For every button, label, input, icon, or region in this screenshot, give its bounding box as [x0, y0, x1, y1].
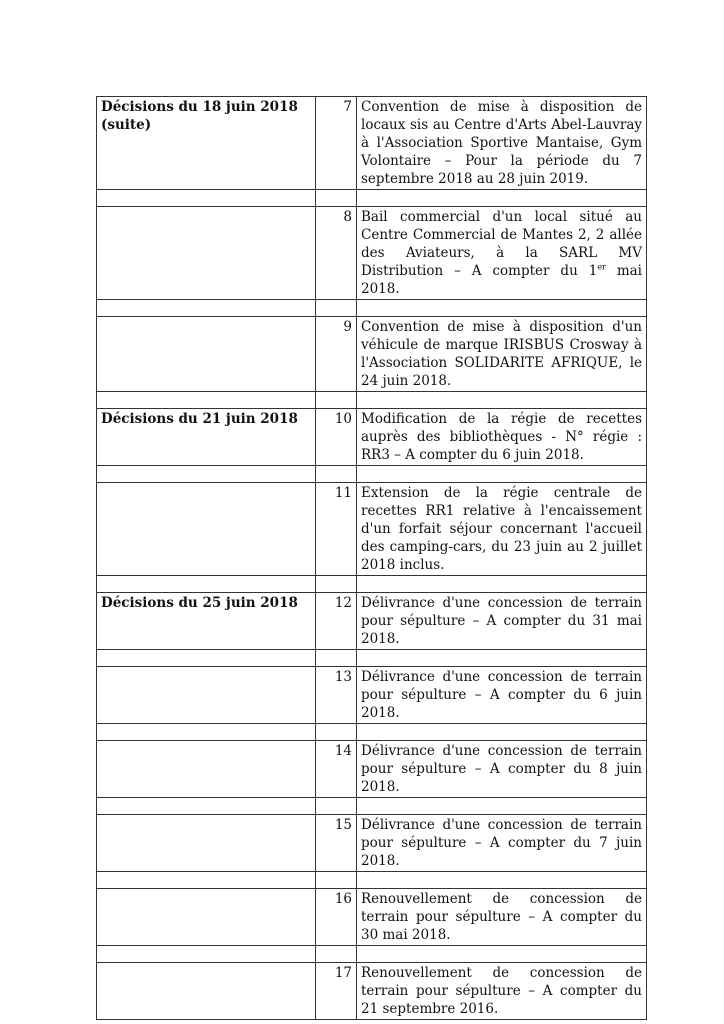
spacer-row [97, 300, 647, 317]
decision-text: Renouvellement de concession de terrain pour sépulture – A compter du 30 mai 2018. [361, 891, 642, 943]
section-date-cell [97, 593, 316, 650]
empty-cell [97, 815, 316, 872]
decision-number-cell [316, 409, 357, 466]
empty-cell [97, 798, 316, 815]
empty-cell [97, 741, 316, 798]
decision-number-cell [316, 97, 357, 190]
decision-text-cell [357, 409, 647, 466]
decision-text-cell [357, 667, 647, 724]
decision-number-cell [316, 667, 357, 724]
empty-cell [316, 724, 357, 741]
decision-row [97, 741, 647, 798]
decision-text-cell [357, 317, 647, 392]
spacer-row [97, 872, 647, 889]
decision-row [97, 667, 647, 724]
empty-cell [357, 724, 647, 741]
decision-number: 17 [334, 965, 352, 981]
decision-text: Convention de mise à disposition de locaux sis au Centre d'Arts Abel-Lauvray à l'Association Sportive Mantaise, Gym Volontaire – Pour la période du 7 septembre 2018 au 28 juin 2019. [361, 99, 642, 187]
empty-cell [357, 576, 647, 593]
spacer-row [97, 724, 647, 741]
section-date-cell [97, 409, 316, 466]
decision-number: 16 [334, 891, 352, 907]
empty-cell [97, 889, 316, 946]
empty-cell [357, 392, 647, 409]
decision-row [97, 409, 647, 466]
decision-text-cell [357, 207, 647, 300]
empty-cell [97, 963, 316, 1020]
decision-row [97, 963, 647, 1020]
decision-number: 8 [343, 209, 352, 225]
decision-row [97, 317, 647, 392]
decisions-table [96, 96, 647, 1020]
empty-cell [97, 872, 316, 889]
empty-cell [97, 300, 316, 317]
empty-cell [97, 483, 316, 576]
decision-number: 10 [334, 411, 352, 427]
decision-row [97, 97, 647, 190]
empty-cell [97, 466, 316, 483]
decision-number: 13 [334, 669, 352, 685]
empty-cell [97, 650, 316, 667]
section-title: Décisions du 18 juin 2018 (suite) [101, 99, 298, 133]
decision-text: Délivrance d'une concession de terrain pour sépulture – A compter du 7 juin 2018. [361, 817, 642, 869]
empty-cell [316, 798, 357, 815]
empty-cell [97, 190, 316, 207]
empty-cell [357, 872, 647, 889]
empty-cell [357, 798, 647, 815]
empty-cell [357, 190, 647, 207]
decisions-table-body [97, 97, 647, 1020]
empty-cell [316, 872, 357, 889]
spacer-row [97, 946, 647, 963]
empty-cell [97, 392, 316, 409]
empty-cell [97, 576, 316, 593]
empty-cell [316, 392, 357, 409]
decision-text-cell [357, 97, 647, 190]
empty-cell [316, 190, 357, 207]
spacer-row [97, 190, 647, 207]
decision-text: Délivrance d'une concession de terrain pour sépulture – A compter du 6 juin 2018. [361, 669, 642, 721]
empty-cell [316, 946, 357, 963]
decision-number-cell [316, 207, 357, 300]
decision-number: 7 [343, 99, 352, 115]
decision-text: Extension de la régie centrale de recettes RR1 relative à l'encaissement d'un forfait séjour concernant l'accueil des camping-cars, du 23 juin au 2 juillet 2018 inclus. [361, 485, 642, 573]
empty-cell [97, 207, 316, 300]
decision-text: Bail commercial d'un local situé au Centre Commercial de Mantes 2, 2 allée des Aviateurs, à la SARL MV Distribution – A compter du 1 [361, 209, 642, 279]
decision-number-cell [316, 815, 357, 872]
empty-cell [357, 650, 647, 667]
ordinal-superscript: er [597, 262, 606, 272]
decision-number-cell [316, 483, 357, 576]
decision-row [97, 207, 647, 300]
section-title: Décisions du 25 juin 2018 [101, 595, 298, 611]
decision-row [97, 889, 647, 946]
decision-text-cell [357, 593, 647, 650]
empty-cell [357, 946, 647, 963]
empty-cell [97, 667, 316, 724]
empty-cell [316, 466, 357, 483]
decision-number-cell [316, 963, 357, 1020]
decision-number-cell [316, 889, 357, 946]
empty-cell [357, 466, 647, 483]
empty-cell [97, 317, 316, 392]
empty-cell [97, 946, 316, 963]
empty-cell [357, 300, 647, 317]
decision-text-cell [357, 483, 647, 576]
section-date-cell [97, 97, 316, 190]
decision-row [97, 815, 647, 872]
decision-text: Convention de mise à disposition d'un véhicule de marque IRISBUS Crosway à l'Association SOLIDARITE AFRIQUE, le 24 juin 2018. [361, 319, 642, 389]
spacer-row [97, 798, 647, 815]
spacer-row [97, 466, 647, 483]
empty-cell [316, 576, 357, 593]
decision-row [97, 483, 647, 576]
decision-text-cell [357, 889, 647, 946]
empty-cell [316, 300, 357, 317]
spacer-row [97, 392, 647, 409]
decision-text: Délivrance d'une concession de terrain pour sépulture – A compter du 8 juin 2018. [361, 743, 642, 795]
decision-number-cell [316, 317, 357, 392]
decision-number: 9 [343, 319, 352, 335]
empty-cell [97, 724, 316, 741]
decision-number: 11 [334, 485, 352, 501]
decision-number-cell [316, 593, 357, 650]
decision-text: Modification de la régie de recettes auprès des bibliothèques - N° régie : RR3 – A compter du 6 juin 2018. [361, 411, 642, 463]
decision-text-cell [357, 741, 647, 798]
section-title: Décisions du 21 juin 2018 [101, 411, 298, 427]
decision-number: 15 [334, 817, 352, 833]
decision-row [97, 593, 647, 650]
decision-text: Renouvellement de concession de terrain pour sépulture – A compter du 21 septembre 2016. [361, 965, 642, 1017]
spacer-row [97, 650, 647, 667]
decision-number-cell [316, 741, 357, 798]
empty-cell [316, 650, 357, 667]
decision-number: 14 [334, 743, 352, 759]
spacer-row [97, 576, 647, 593]
decision-number: 12 [334, 595, 352, 611]
decision-text: Délivrance d'une concession de terrain pour sépulture – A compter du 31 mai 2018. [361, 595, 642, 647]
decision-text-cell [357, 815, 647, 872]
decision-text-continued: mai 2018. [361, 263, 642, 297]
decision-text-cell [357, 963, 647, 1020]
